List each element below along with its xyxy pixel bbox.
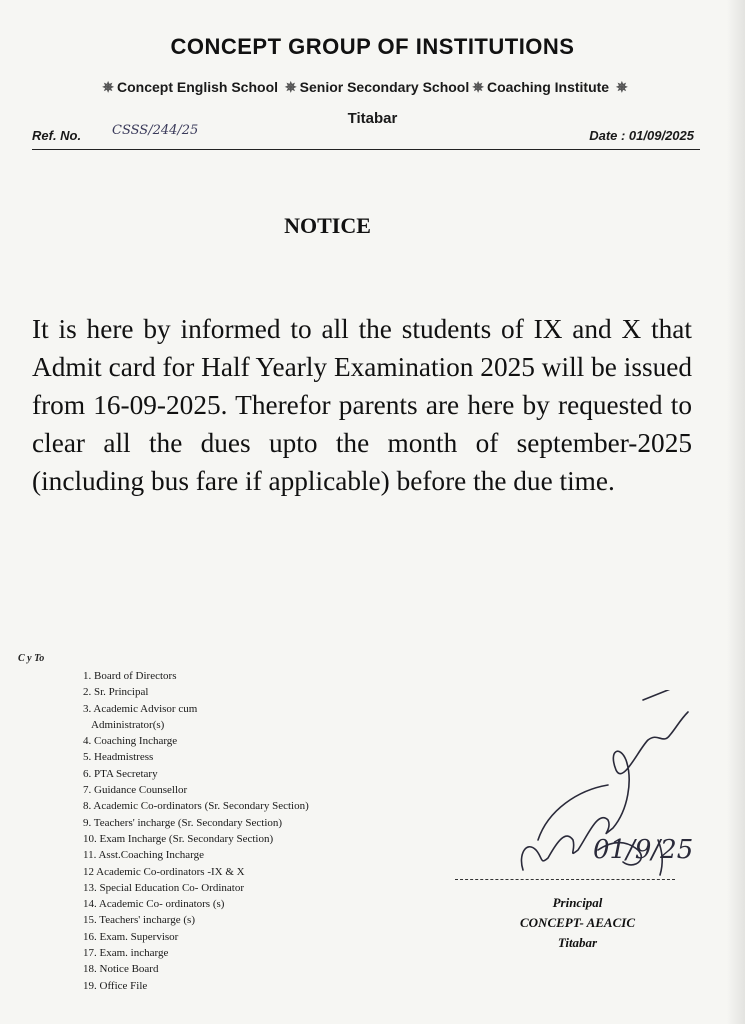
organization-title: CONCEPT GROUP OF INSTITUTIONS xyxy=(170,34,575,59)
signatory-block xyxy=(470,893,685,953)
header-rule xyxy=(32,149,700,150)
date-label: Date : 01/09/2025 xyxy=(589,128,694,143)
list-item: 9. Teachers' incharge (Sr. Secondary Section) xyxy=(83,816,283,829)
signatory-institution: CONCEPT- AEACIC xyxy=(520,915,635,930)
recipient-list xyxy=(83,668,309,994)
list-item: 1. Board of Directors xyxy=(83,670,177,682)
list-item: 19. Office File xyxy=(83,979,148,992)
branch-coaching: Coaching Institute xyxy=(486,79,610,95)
ref-label: Ref. No. xyxy=(32,128,82,143)
list-item: 11. Asst.Coaching Incharge xyxy=(83,849,204,862)
copy-to-heading: C y To xyxy=(18,653,45,664)
list-item: 10. Exam Incharge (Sr. Secondary Section) xyxy=(83,832,274,845)
star-icon: ✵ xyxy=(102,79,114,95)
branch-line xyxy=(30,79,700,96)
star-icon: ✵ xyxy=(472,79,484,95)
list-item: 7. Guidance Counsellor xyxy=(83,784,188,797)
handwritten-signature xyxy=(448,690,698,890)
signature-date: 01/9/25 xyxy=(593,835,694,865)
list-item: 6. PTA Secretary xyxy=(83,767,158,780)
list-item: 15. Teachers' incharge (s) xyxy=(83,914,195,927)
branch-senior-secondary: Senior Secondary School xyxy=(299,79,470,95)
notice-body: It is here by informed to all the students of IX and X that Admit card for Half Yearly Examination 2025 will be issued from 16-09-2025. Therefor parents are here by requested to clear all the dues upto the month of september-2025 (including bus fare if applicable) before the due time. xyxy=(32,314,692,496)
list-item: 3. Academic Advisor cum xyxy=(83,702,198,715)
header-location: Titabar xyxy=(347,110,398,127)
star-icon: ✵ xyxy=(284,79,297,95)
list-item: 17. Exam. incharge xyxy=(83,947,169,960)
signature-line xyxy=(455,879,675,880)
star-icon: ✵ xyxy=(616,79,628,95)
list-item: 4. Coaching Incharge xyxy=(83,735,178,748)
signatory-title: Principal xyxy=(552,895,603,910)
list-item: 2. Sr. Principal xyxy=(83,686,149,699)
paper-edge-shadow xyxy=(727,0,745,1024)
list-item: 12 Academic Co-ordinators -IX & X xyxy=(83,865,245,878)
signatory-location: Titabar xyxy=(557,935,598,950)
list-item: 8. Academic Co-ordinators (Sr. Secondary Section) xyxy=(83,800,309,813)
notice-title: NOTICE xyxy=(284,213,371,238)
branch-english-school: Concept English School xyxy=(117,79,279,95)
list-item: 16. Exam. Supervisor xyxy=(83,930,179,943)
list-item: 13. Special Education Co- Ordinator xyxy=(83,881,244,894)
reference-row xyxy=(32,123,700,148)
list-item: Administrator(s) xyxy=(91,718,165,731)
list-item: 18. Notice Board xyxy=(83,963,159,976)
list-item: 14. Academic Co- ordinators (s) xyxy=(83,898,225,911)
list-item: 5. Headmistress xyxy=(83,751,154,764)
ref-number-handwritten: CSSS/244/25 xyxy=(112,123,199,138)
